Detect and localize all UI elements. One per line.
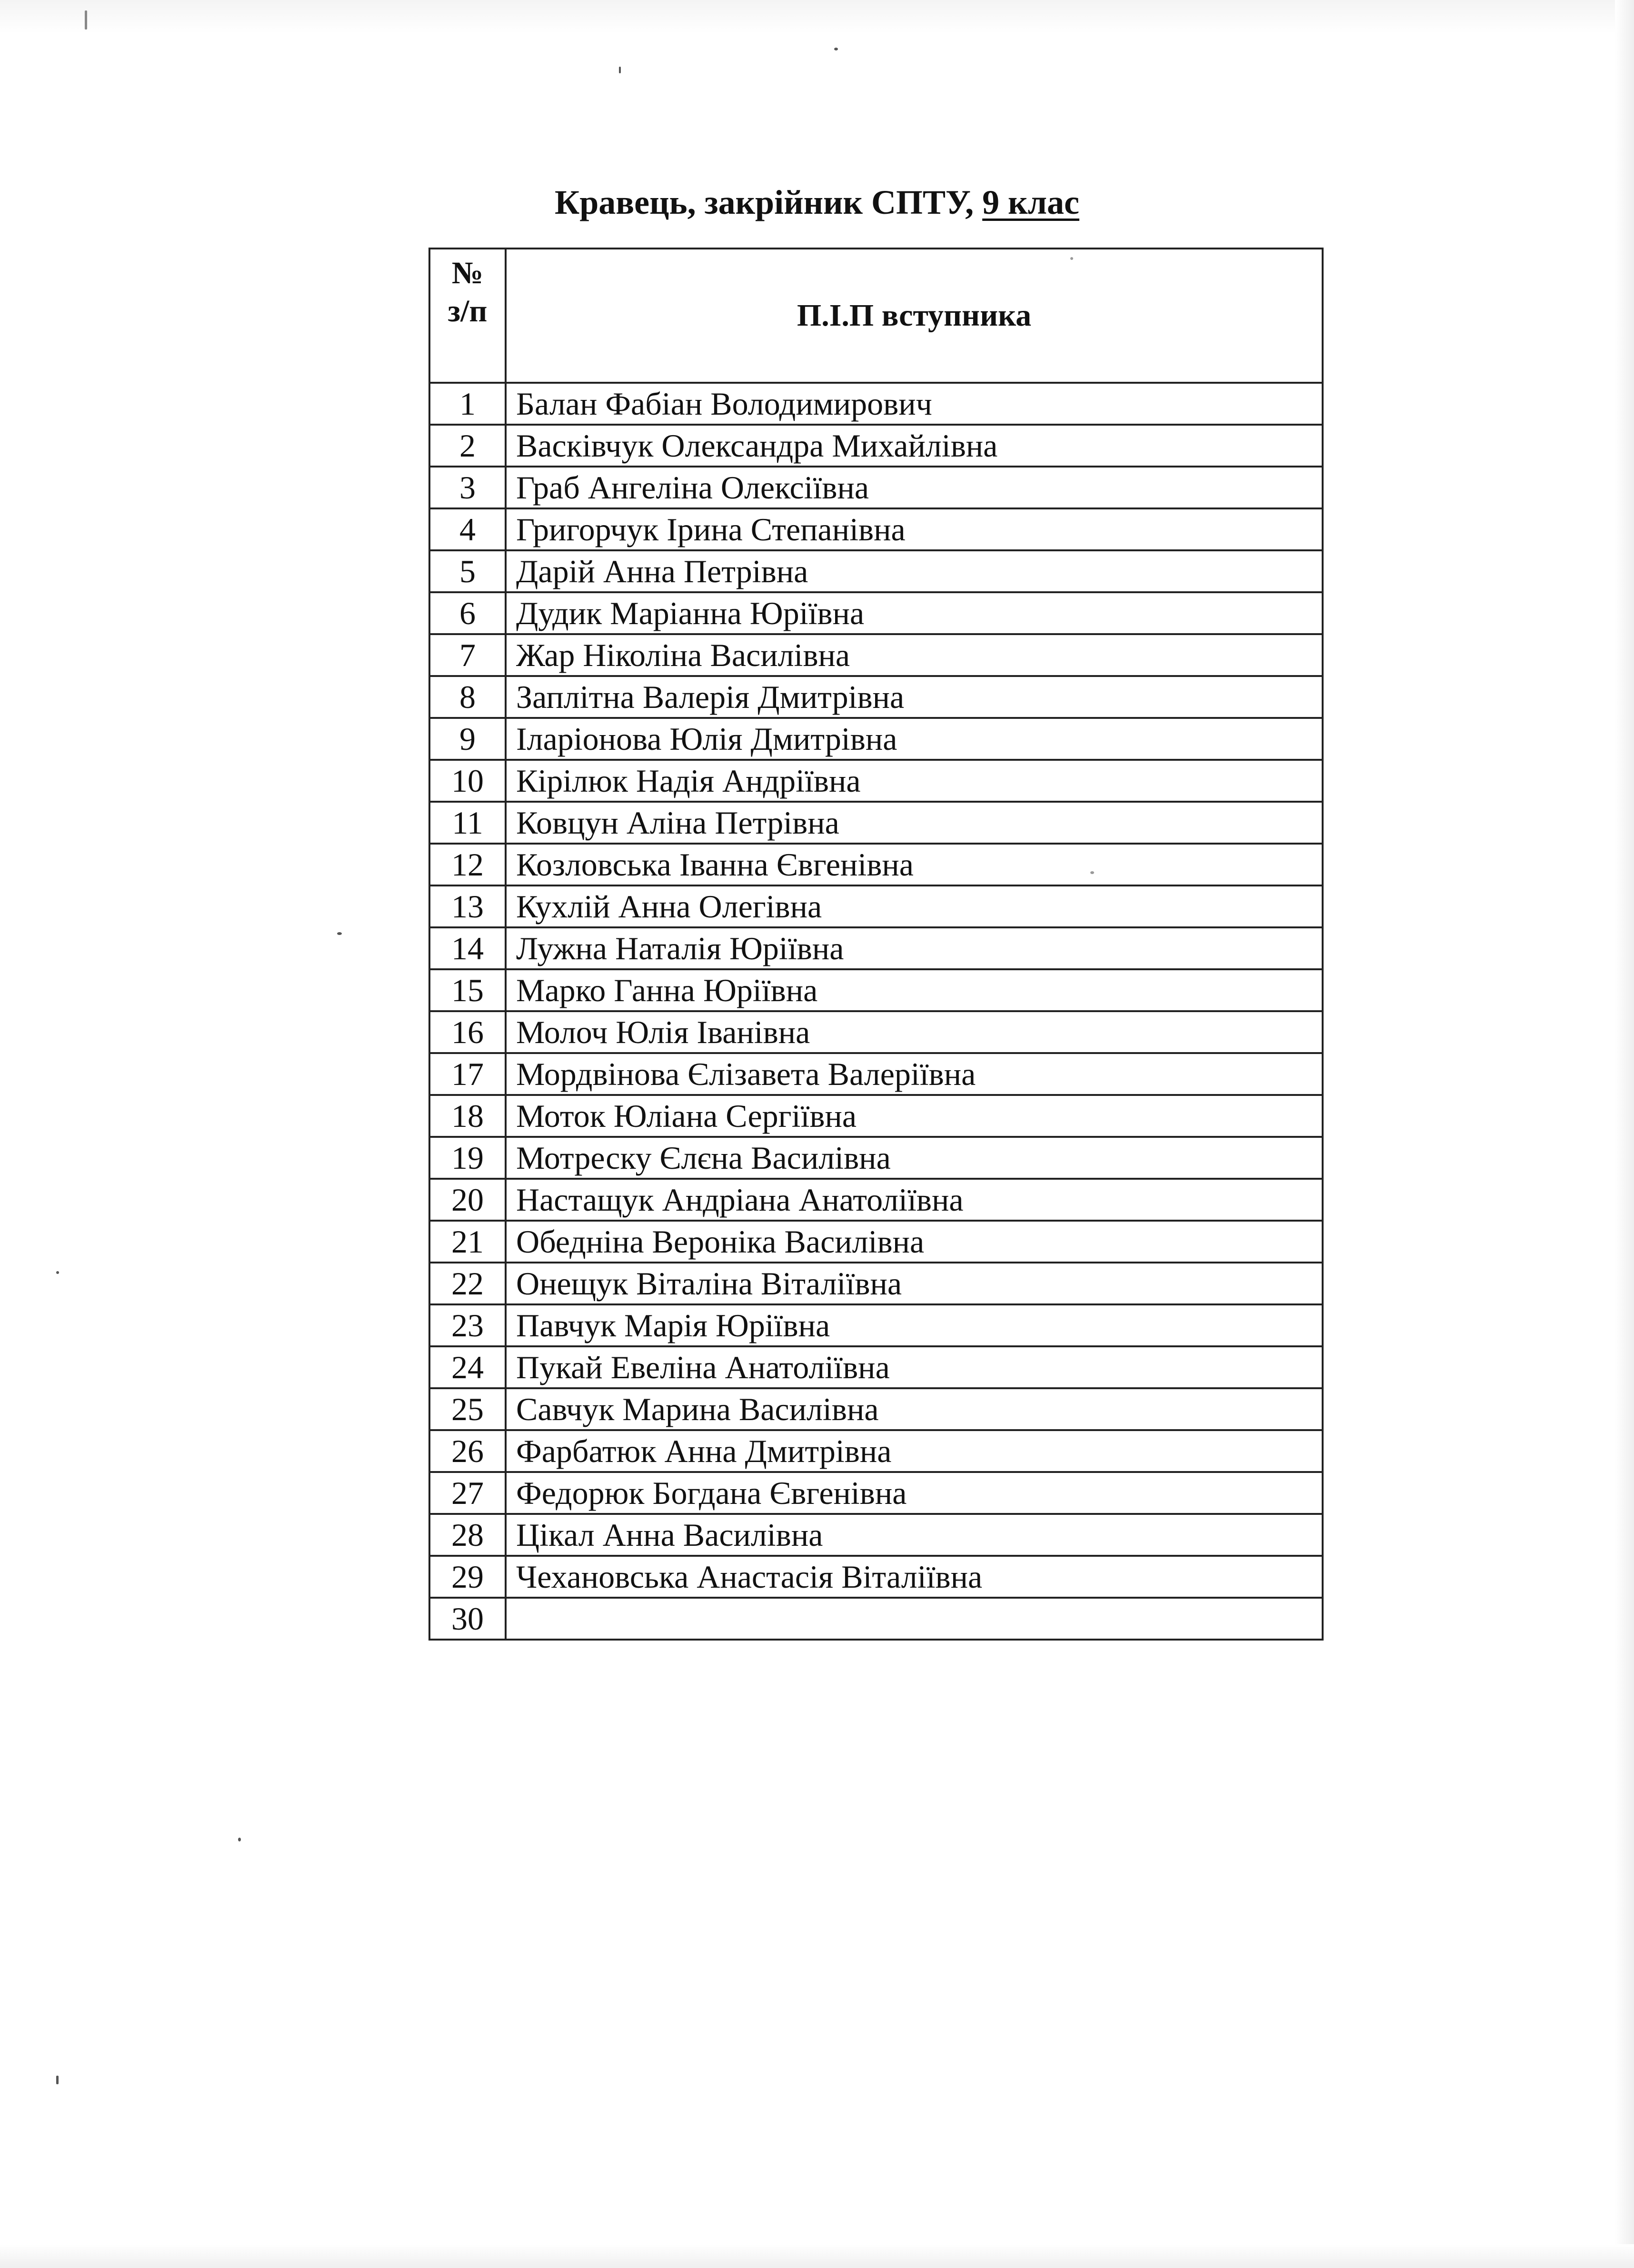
table-row	[429, 1388, 1323, 1430]
applicant-name: Мордвінова Єлізавета Валеріївна	[506, 1053, 1323, 1095]
header-number-abbr: з/п	[448, 294, 488, 328]
row-number: 13	[429, 885, 506, 927]
row-number: 14	[429, 927, 506, 969]
table-row	[429, 1263, 1323, 1304]
table-row	[429, 425, 1323, 467]
table-row	[429, 1011, 1323, 1053]
table-row	[429, 383, 1323, 425]
table-row	[429, 760, 1323, 802]
applicant-name: Обедніна Вероніка Василівна	[506, 1221, 1323, 1263]
row-number: 24	[429, 1346, 506, 1388]
applicant-name: Мотреску Єлєна Василівна	[506, 1137, 1323, 1179]
scan-speck	[56, 2076, 59, 2084]
table-row	[429, 1304, 1323, 1346]
row-number: 23	[429, 1304, 506, 1346]
applicants-table	[428, 248, 1324, 1641]
row-number: 3	[429, 467, 506, 508]
applicant-name: Федорюк Богдана Євгенівна	[506, 1472, 1323, 1514]
table-row	[429, 1346, 1323, 1388]
applicant-name: Кухлій Анна Олегівна	[506, 885, 1323, 927]
row-number: 25	[429, 1388, 506, 1430]
row-number: 6	[429, 592, 506, 634]
table-row	[429, 1221, 1323, 1263]
header-number	[429, 249, 506, 383]
applicant-name: Молоч Юлія Іванівна	[506, 1011, 1323, 1053]
row-number: 2	[429, 425, 506, 467]
table-row	[429, 1598, 1323, 1640]
applicant-name: Савчук Марина Василівна	[506, 1388, 1323, 1430]
applicant-name: Онещук Віталіна Віталіївна	[506, 1263, 1323, 1304]
applicant-name: Васківчук Олександра Михайлівна	[506, 425, 1323, 467]
row-number: 1	[429, 383, 506, 425]
scan-speck	[238, 1838, 241, 1841]
row-number: 10	[429, 760, 506, 802]
table-row	[429, 1053, 1323, 1095]
applicant-name: Марко Ганна Юріївна	[506, 969, 1323, 1011]
applicant-name: Кірілюк Надія Андріївна	[506, 760, 1323, 802]
scan-edge-bottom	[0, 2244, 1634, 2268]
table-row	[429, 969, 1323, 1011]
applicant-name: Ковцун Аліна Петрівна	[506, 802, 1323, 844]
row-number: 29	[429, 1556, 506, 1598]
table-row	[429, 1514, 1323, 1556]
header-number-symbol: №	[451, 256, 484, 290]
applicant-name	[506, 1598, 1323, 1640]
table-row	[429, 1137, 1323, 1179]
table-row	[429, 1556, 1323, 1598]
table-row	[429, 1430, 1323, 1472]
table-row	[429, 1095, 1323, 1137]
applicant-name: Павчук Марія Юріївна	[506, 1304, 1323, 1346]
table-row	[429, 885, 1323, 927]
row-number: 28	[429, 1514, 506, 1556]
row-number: 18	[429, 1095, 506, 1137]
applicant-name: Дудик Маріанна Юріївна	[506, 592, 1323, 634]
row-number: 11	[429, 802, 506, 844]
table-body	[429, 383, 1323, 1640]
applicant-name: Козловська Іванна Євгенівна	[506, 844, 1323, 885]
row-number: 30	[429, 1598, 506, 1640]
table-row	[429, 550, 1323, 592]
scan-speck	[619, 67, 621, 73]
table-row	[429, 802, 1323, 844]
applicant-name: Заплітна Валерія Дмитрівна	[506, 676, 1323, 718]
row-number: 22	[429, 1263, 506, 1304]
table-row	[429, 844, 1323, 885]
row-number: 19	[429, 1137, 506, 1179]
row-number: 9	[429, 718, 506, 760]
applicant-name: Лужна Наталія Юріївна	[506, 927, 1323, 969]
row-number: 15	[429, 969, 506, 1011]
row-number: 21	[429, 1221, 506, 1263]
row-number: 8	[429, 676, 506, 718]
table-row	[429, 508, 1323, 550]
row-number: 27	[429, 1472, 506, 1514]
scan-speck	[337, 932, 342, 935]
applicant-name: Пукай Евеліна Анатоліївна	[506, 1346, 1323, 1388]
table-row	[429, 718, 1323, 760]
table-row	[429, 467, 1323, 508]
table-row	[429, 634, 1323, 676]
row-number: 4	[429, 508, 506, 550]
table-row	[429, 1472, 1323, 1514]
applicant-name: Іларіонова Юлія Дмитрівна	[506, 718, 1323, 760]
row-number: 17	[429, 1053, 506, 1095]
table-row	[429, 927, 1323, 969]
applicant-name: Граб Ангеліна Олексіївна	[506, 467, 1323, 508]
applicant-name: Балан Фабіан Володимирович	[506, 383, 1323, 425]
row-number: 20	[429, 1179, 506, 1221]
row-number: 16	[429, 1011, 506, 1053]
scan-edge-right	[1615, 0, 1634, 2268]
applicant-name: Цікал Анна Василівна	[506, 1514, 1323, 1556]
applicant-name: Дарій Анна Петрівна	[506, 550, 1323, 592]
applicant-name: Григорчук Ірина Степанівна	[506, 508, 1323, 550]
row-number: 7	[429, 634, 506, 676]
document-title	[0, 181, 1634, 224]
table-row	[429, 1179, 1323, 1221]
scan-edge-top	[0, 0, 1634, 33]
scan-speck	[85, 10, 87, 30]
table-row	[429, 592, 1323, 634]
table-header-row	[429, 249, 1323, 383]
scan-speck	[56, 1271, 59, 1274]
scan-speck	[834, 48, 838, 50]
applicant-name: Фарбатюк Анна Дмитрівна	[506, 1430, 1323, 1472]
applicant-name: Чехановська Анастасія Віталіївна	[506, 1556, 1323, 1598]
applicant-name: Жар Ніколіна Василівна	[506, 634, 1323, 676]
header-name: П.І.П вступника	[506, 249, 1323, 383]
row-number: 5	[429, 550, 506, 592]
row-number: 26	[429, 1430, 506, 1472]
table-row	[429, 676, 1323, 718]
row-number: 12	[429, 844, 506, 885]
title-class: 9 клас	[982, 183, 1079, 221]
applicant-name: Моток Юліана Сергіївна	[506, 1095, 1323, 1137]
title-main: Кравець, закрійник СПТУ,	[554, 183, 983, 221]
applicant-name: Настащук Андріана Анатоліївна	[506, 1179, 1323, 1221]
